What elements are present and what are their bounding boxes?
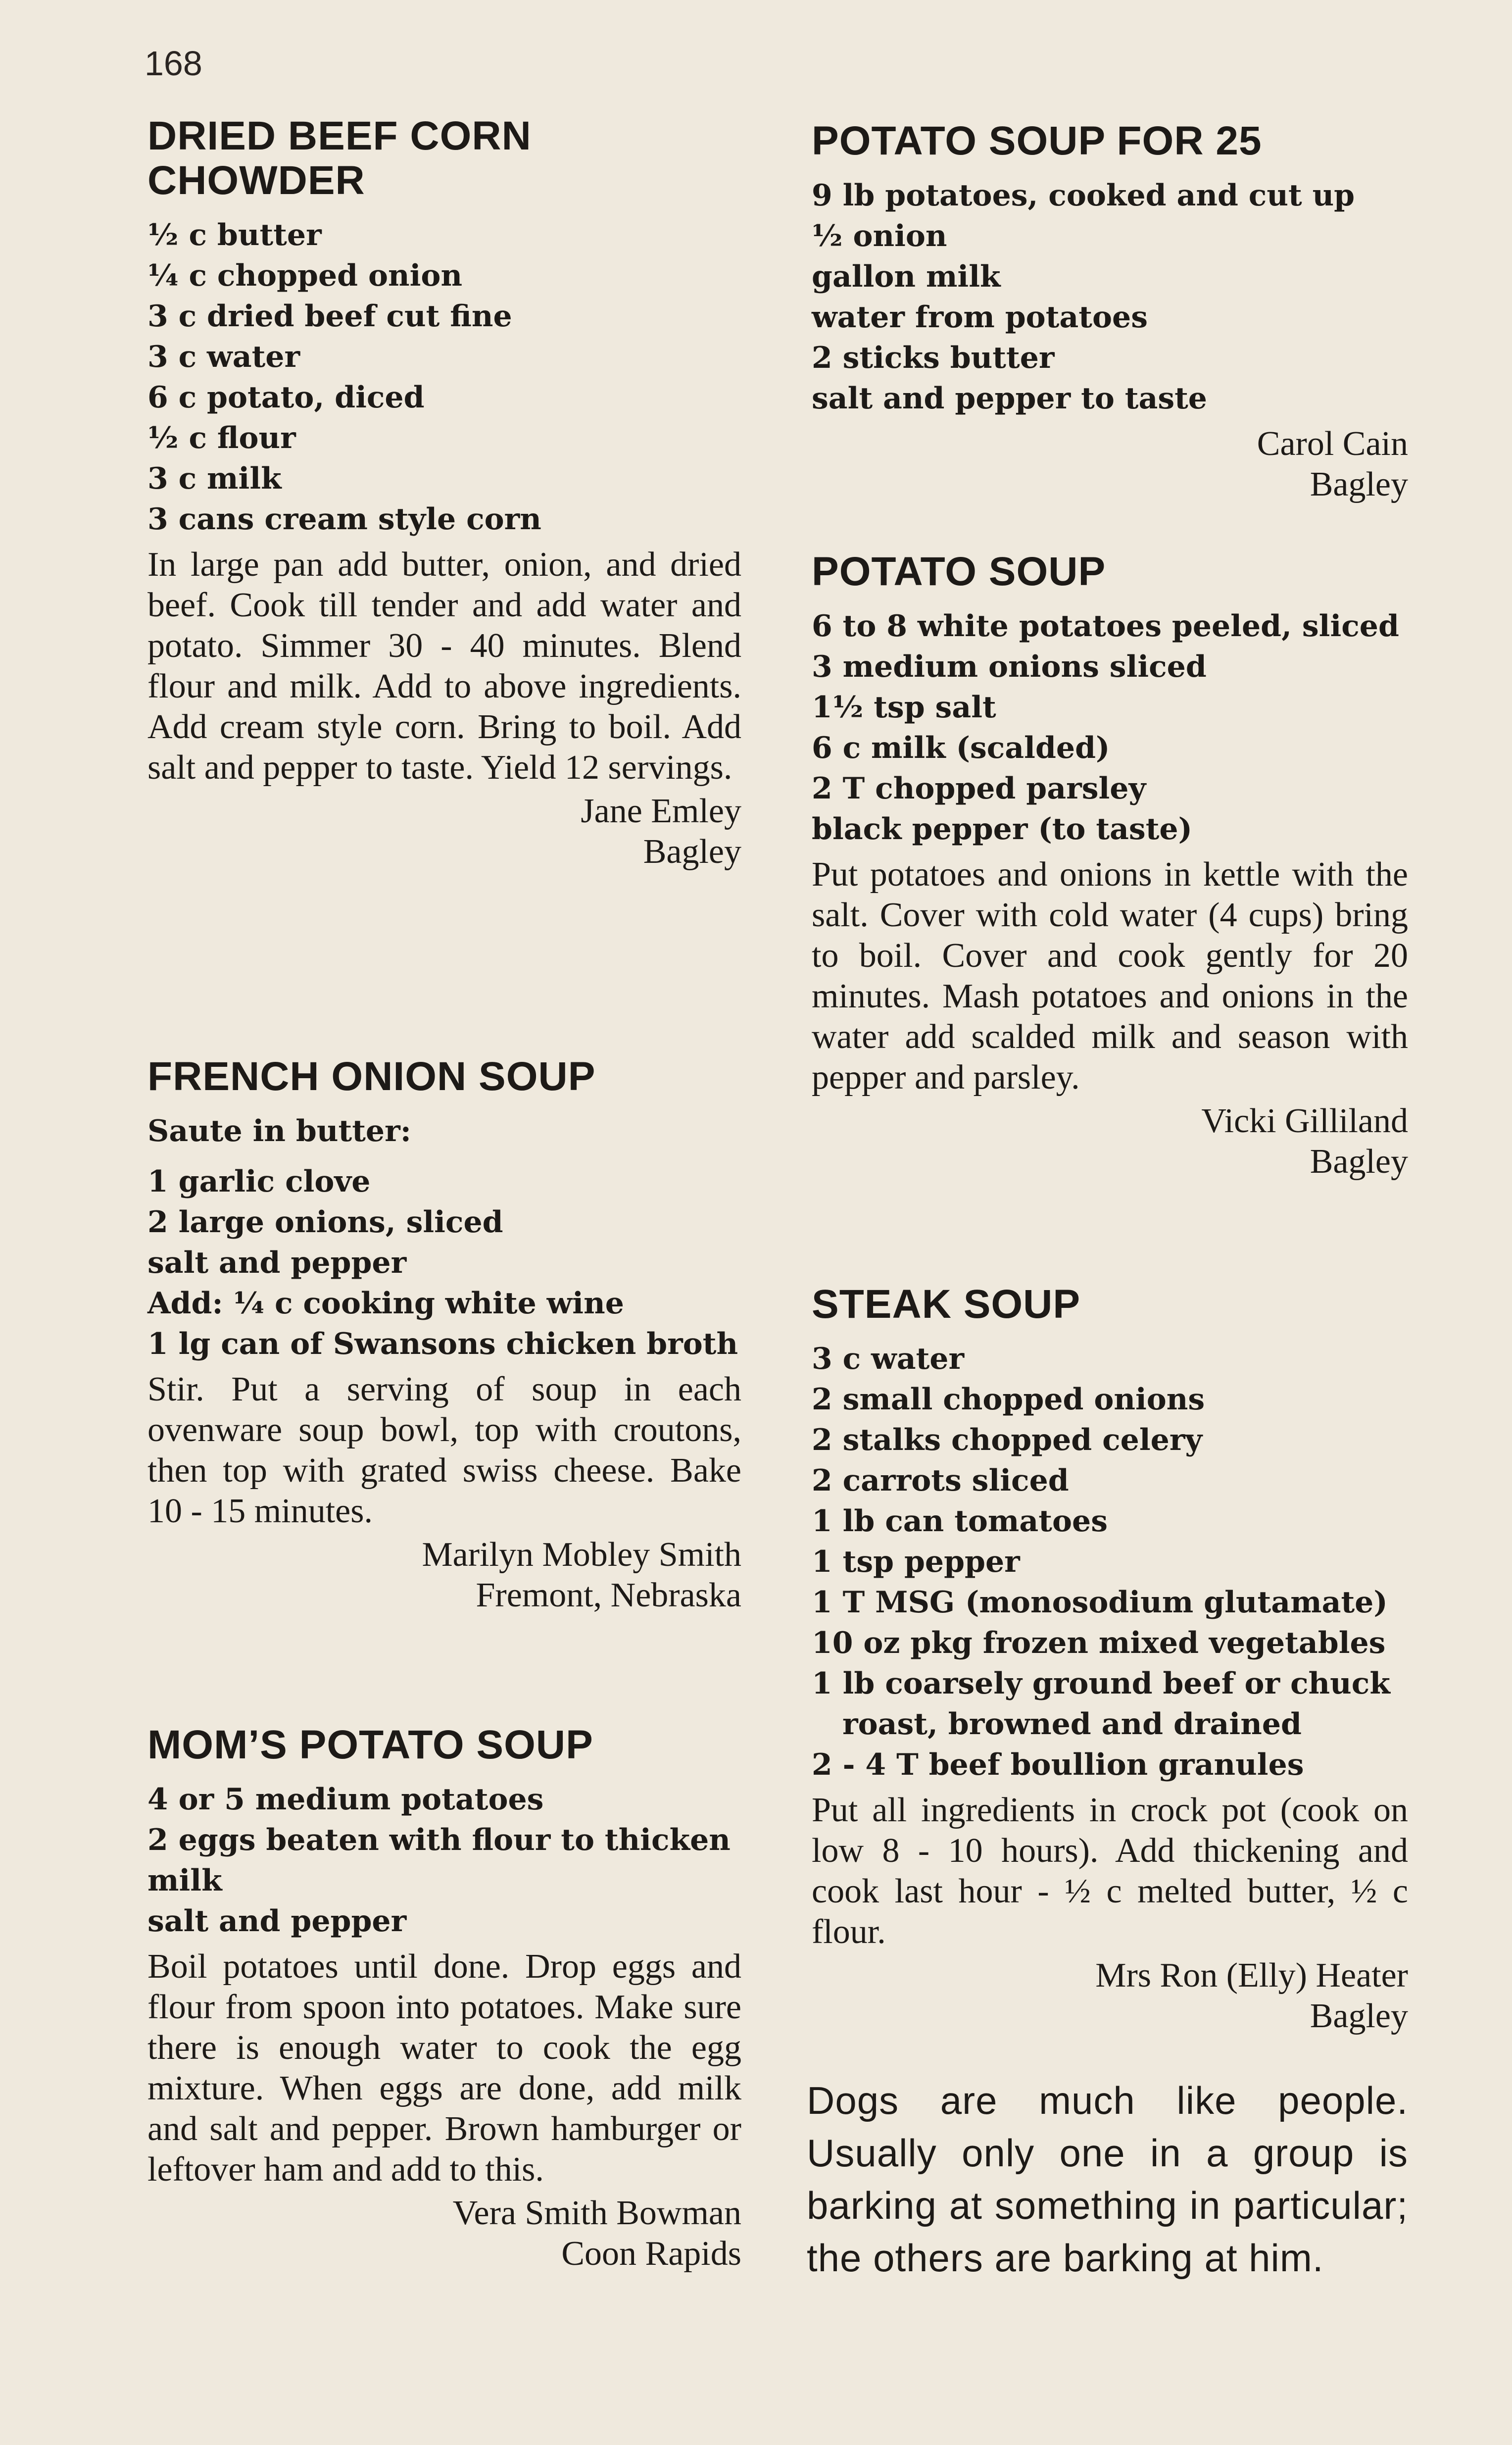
author-name: Carol Cain [1257, 425, 1408, 463]
recipe-title: STEAK SOUP [812, 1282, 1081, 1327]
ingredient: ½ c flour [147, 421, 296, 456]
recipe-directions: Stir. Put a serving of soup in each ovenware soup bowl, top with croutons, then top with grated swiss cheese. Bake 10 - 15 minutes. [147, 1370, 741, 1531]
ingredient: 10 oz pkg frozen mixed vegetables [812, 1626, 1386, 1661]
ingredient: 9 lb potatoes, cooked and cut up [812, 178, 1355, 213]
ingredient: 4 or 5 medium potatoes [147, 1782, 544, 1817]
ingredient: 2 carrots sliced [812, 1463, 1069, 1498]
recipe-moms-potato-soup [147, 1723, 741, 2274]
ingredient: roast, browned and drained [842, 1707, 1302, 1742]
ingredient-list [812, 1339, 1408, 1785]
ingredient: 3 c milk [147, 461, 282, 497]
author-name: Mrs Ron (Elly) Heater [1095, 1956, 1408, 1995]
ingredient: 6 c milk (scalded) [812, 731, 1110, 766]
recipe-title: DRIED BEEF CORN CHOWDER [147, 113, 532, 203]
ingredient: 1 T MSG (monosodium glutamate) [812, 1585, 1388, 1620]
author-name: Marilyn Mobley Smith [422, 1536, 741, 1574]
ingredient: 6 c potato, diced [147, 380, 425, 415]
ingredient: 3 c water [812, 1342, 965, 1377]
recipe-subheading: Saute in butter: [147, 1114, 411, 1149]
ingredient: salt and pepper [147, 1904, 407, 1939]
ingredient-list [812, 606, 1408, 849]
ingredient: 3 cans cream style corn [147, 502, 541, 537]
ingredient: milk [147, 1863, 222, 1898]
recipe-french-onion-soup [147, 1054, 741, 1616]
author-name: Vicki Gilliland [1201, 1102, 1408, 1141]
ingredient: 6 to 8 white potatoes peeled, sliced [812, 609, 1399, 644]
author-place: Bagley [643, 833, 741, 871]
quote-text: Dogs are much like people. Usually only one in a group is barking at something in particular; the others are barking at him. [807, 2079, 1408, 2280]
ingredient: 3 medium onions sliced [812, 649, 1207, 685]
ingredient: 1 garlic clove [147, 1164, 371, 1199]
author-name: Vera Smith Bowman [452, 2194, 741, 2233]
ingredient: gallon milk [812, 259, 1001, 295]
ingredient-list [147, 1161, 741, 1364]
ingredient: 2 T chopped parsley [812, 771, 1146, 806]
ingredient: black pepper (to taste) [812, 812, 1192, 847]
ingredient: 2 - 4 T beef boullion granules [812, 1747, 1304, 1783]
author-place: Fremont, Nebraska [476, 1576, 741, 1615]
ingredient: 2 large onions, sliced [147, 1205, 503, 1240]
recipe-directions: In large pan add butter, onion, and dried beef. Cook till tender and add water and potato. Simmer 30 - 40 minutes. Blend flour and milk. Add to above ingredients. Add cream style corn. Bring to boil. Add salt and pepper to taste. Yield 12 servings. [147, 546, 741, 787]
ingredient-list [147, 215, 741, 540]
recipe-directions: Boil potatoes until done. Drop eggs and flour from spoon into potatoes. Make sure there is enough water to cook the egg mixture. When eggs are done, add milk and salt and pepper. Brown hamburger or leftover ham and add to this. [147, 1947, 741, 2189]
author-name: Jane Emley [581, 792, 741, 831]
ingredient: ¼ c chopped onion [147, 258, 463, 294]
ingredient: 3 c dried beef cut fine [147, 299, 512, 334]
recipe-dried-beef-corn-chowder [147, 114, 741, 872]
ingredient-list [812, 175, 1408, 419]
author-place: Bagley [1310, 1997, 1408, 2036]
page-number: 168 [145, 44, 202, 83]
recipe-directions: Put potatoes and onions in kettle with the salt. Cover with cold water (4 cups) bring to boil. Cover and cook gently for 20 minutes. Mash potatoes and onions in the water add scalded milk and season with pepper and parsley. [812, 855, 1408, 1097]
ingredient: 2 stalks chopped celery [812, 1423, 1203, 1458]
ingredient: 1½ tsp salt [812, 690, 996, 725]
ingredient: ½ c butter [147, 218, 322, 253]
ingredient: salt and pepper to taste [812, 381, 1207, 416]
author-place: Bagley [1310, 1143, 1408, 1181]
ingredient: Add: ¼ c cooking white wine [147, 1286, 624, 1321]
recipe-potato-soup-for-25 [812, 119, 1408, 505]
recipe-steak-soup [812, 1282, 1408, 2037]
ingredient: 1 lb coarsely ground beef or chuck [812, 1666, 1390, 1701]
recipe-directions: Put all ingredients in crock pot (cook on low 8 - 10 hours). Add thickening and cook last hour - ½ c melted butter, ½ c flour. [812, 1791, 1408, 1951]
recipe-potato-soup [812, 549, 1408, 1182]
ingredient: 2 eggs beaten with flour to thicken [147, 1823, 731, 1858]
ingredient: ½ onion [812, 219, 947, 254]
author-place: Coon Rapids [561, 2235, 741, 2273]
ingredient: 1 lg can of Swansons chicken broth [147, 1327, 738, 1362]
recipe-title: MOM’S POTATO SOUP [147, 1722, 593, 1767]
ingredient: 2 sticks butter [812, 341, 1055, 376]
ingredient: 2 small chopped onions [812, 1382, 1205, 1417]
filler-quote [807, 2074, 1408, 2284]
ingredient: water from potatoes [812, 300, 1148, 335]
author-place: Bagley [1310, 465, 1408, 504]
recipe-title: POTATO SOUP [812, 549, 1106, 594]
ingredient: 3 c water [147, 340, 300, 375]
ingredient: salt and pepper [147, 1246, 407, 1281]
recipe-title: FRENCH ONION SOUP [147, 1054, 596, 1099]
ingredient-list [147, 1779, 741, 1942]
recipe-title: POTATO SOUP FOR 25 [812, 118, 1262, 163]
ingredient: 1 lb can tomatoes [812, 1504, 1108, 1539]
ingredient: 1 tsp pepper [812, 1545, 1020, 1580]
